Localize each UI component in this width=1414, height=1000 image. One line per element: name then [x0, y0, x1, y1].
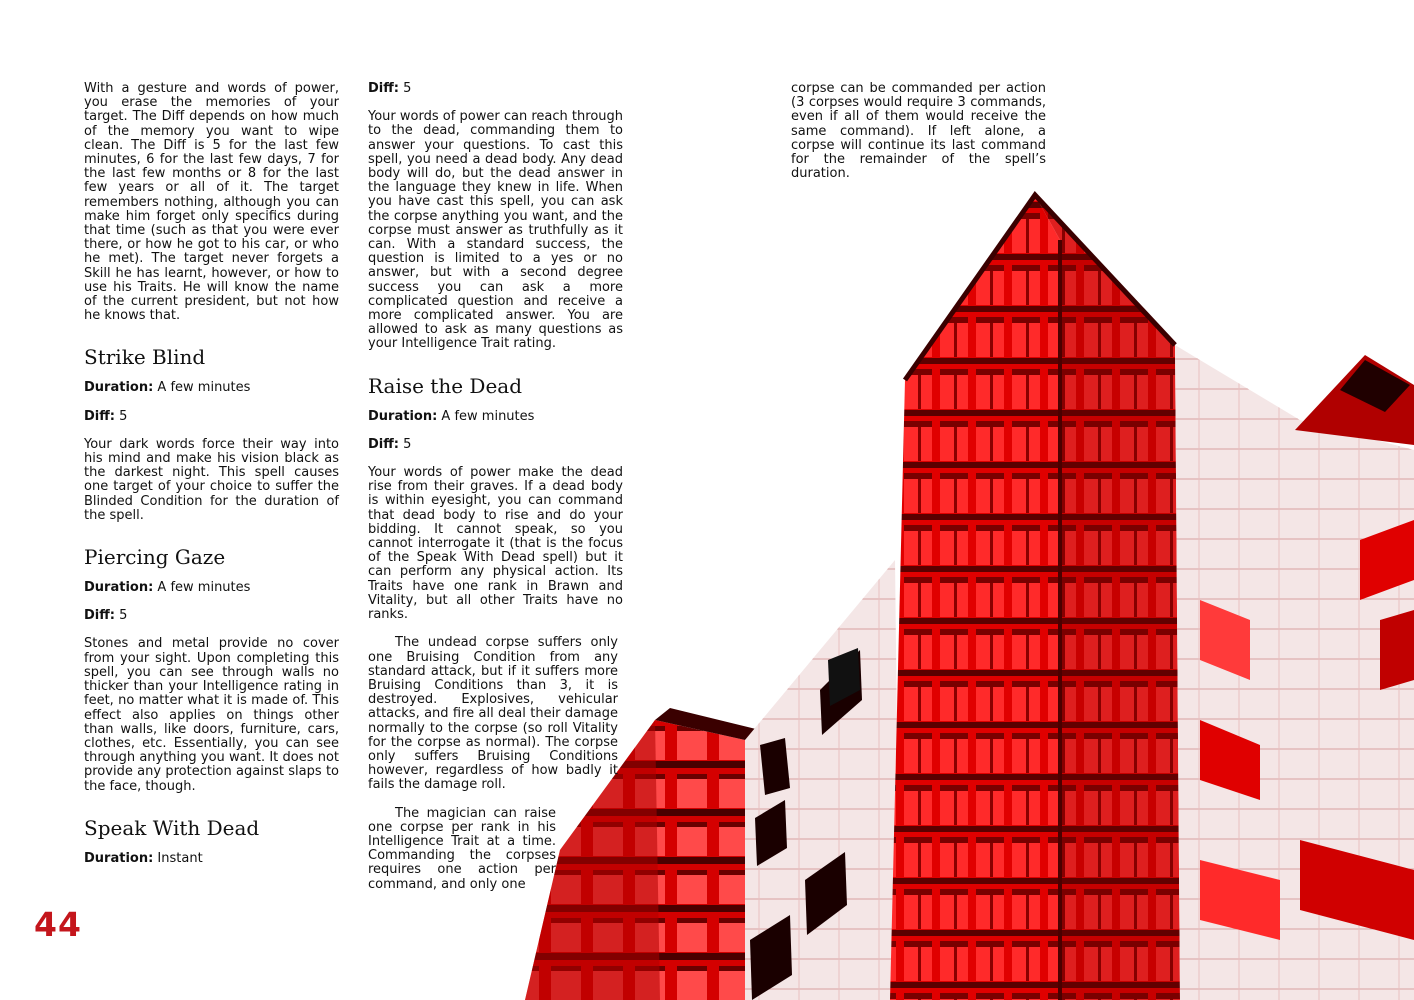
diff-label: Diff: — [368, 436, 399, 452]
undead-corpse-paragraph: The undead corpse suffers only one Bruising Condition from any standard attack, but if it suffers more Bruising Conditions than 3, it is destroyed. Explosives, vehicular attacks, and fire all deal their damage normally to the corpse (so roll Vitality for the corpse as normal). The corpse only suffers Bruising Conditions however, regardless of how badly it fails the damage roll. — [368, 635, 618, 793]
duration-value: A few minutes — [437, 408, 535, 424]
raise-the-dead-diff — [368, 438, 623, 452]
heading-speak-with-dead: Speak With Dead — [84, 815, 260, 840]
strike-blind-description: Your dark words force their way into his mind and make his vision black as the darkest night. This spell causes one target of your choice to suffer the Blinded Condition for the duration of the spell. — [84, 436, 339, 523]
raise-the-dead-description: Your words of power make the dead rise from their graves. If a dead body is within eyesight, you can command that dead body to rise and do your bidding. It cannot speak, so you cannot interrogate it (that is the focus of the Speak With Dead spell) but it can perform any physical action. Its Traits have one rank in Brawn and Vitality, but all other Traits have no ranks. — [368, 465, 623, 623]
strike-blind-duration — [84, 381, 339, 395]
strike-blind-diff — [84, 410, 339, 424]
duration-value: Instant — [153, 850, 203, 866]
diff-value: 5 — [114, 408, 128, 424]
duration-label: Duration: — [368, 408, 438, 424]
text-column-right — [791, 82, 1046, 195]
speak-with-dead-description: Your words of power can reach through to the dead, commanding them to answer your questions. To cast this spell, you need a dead body. Any dead body will do, but the dead answer in the language they knew in life. When you have cast this spell, you can ask the corpse anything you want, and the corpse must answer as truthfully as it can. With a standard success, the question is limited to a yes or no answer, but with a second degree success you can ask a more complicated question and receive a more complicated answer. You are allowed to ask as many questions as your Intelligence Trait rating. — [368, 109, 623, 352]
heading-strike-blind: Strike Blind — [84, 345, 206, 370]
heading-piercing-gaze: Piercing Gaze — [84, 545, 226, 570]
duration-label: Duration: — [84, 380, 154, 396]
diff-label: Diff: — [368, 81, 399, 96]
diff-label: Diff: — [84, 608, 115, 624]
diff-value: 5 — [398, 436, 412, 452]
diff-value: 5 — [114, 608, 128, 624]
piercing-gaze-diff — [84, 609, 339, 623]
piercing-gaze-duration — [84, 581, 339, 595]
raise-the-dead-continued: corpse can be commanded per action (3 corpses would require 3 commands, even if all of them would receive the same command). If left alone, a corpse will continue its last command for the remainder of the spell’s duration. — [791, 81, 1046, 182]
text-column-left — [84, 82, 339, 880]
diff-value: 5 — [398, 81, 412, 96]
raise-the-dead-duration — [368, 410, 623, 424]
duration-value: A few minutes — [153, 380, 251, 396]
speak-with-dead-duration — [84, 852, 339, 866]
speak-with-dead-diff — [368, 82, 623, 96]
memory-spell-description: With a gesture and words of power, you erase the memories of your target. The Diff depends on how much of the memory you want to wipe clean. The Diff is 5 for the last few minutes, 6 for the last few days, 7 for the last few months or 8 for the last few years or all of it. The target remembers nothing, although you can make him forget only specifics during that time (such as that you were ever there, or how he got to his car, or who he met). The target never forgets a Skill he has learnt, however, or how to use his Traits. He will know the name of the current president, but not how he knows that. — [84, 81, 339, 324]
duration-label: Duration: — [84, 580, 154, 596]
page-number: 44 — [34, 905, 82, 944]
piercing-gaze-description: Stones and metal provide no cover from your sight. Upon completing this spell, you can see through walls no thicker than your Intelligence rating in feet, no matter what it is made of. This effect also applies on things other than walls, like doors, furniture, cars, clothes, etc. Essentially, you can see through anything you want. It does not provide any protection against slaps to the face, though. — [84, 636, 339, 794]
text-column-middle — [368, 82, 623, 906]
magician-corpse-paragraph: The magician can raise one corpse per rank in his Intelligence Trait at a time. Commanding the corpses requires one action per command, and only one — [368, 805, 556, 892]
duration-value: A few minutes — [153, 580, 251, 596]
heading-raise-the-dead: Raise the Dead — [368, 373, 523, 398]
duration-label: Duration: — [84, 850, 154, 866]
diff-label: Diff: — [84, 408, 115, 424]
